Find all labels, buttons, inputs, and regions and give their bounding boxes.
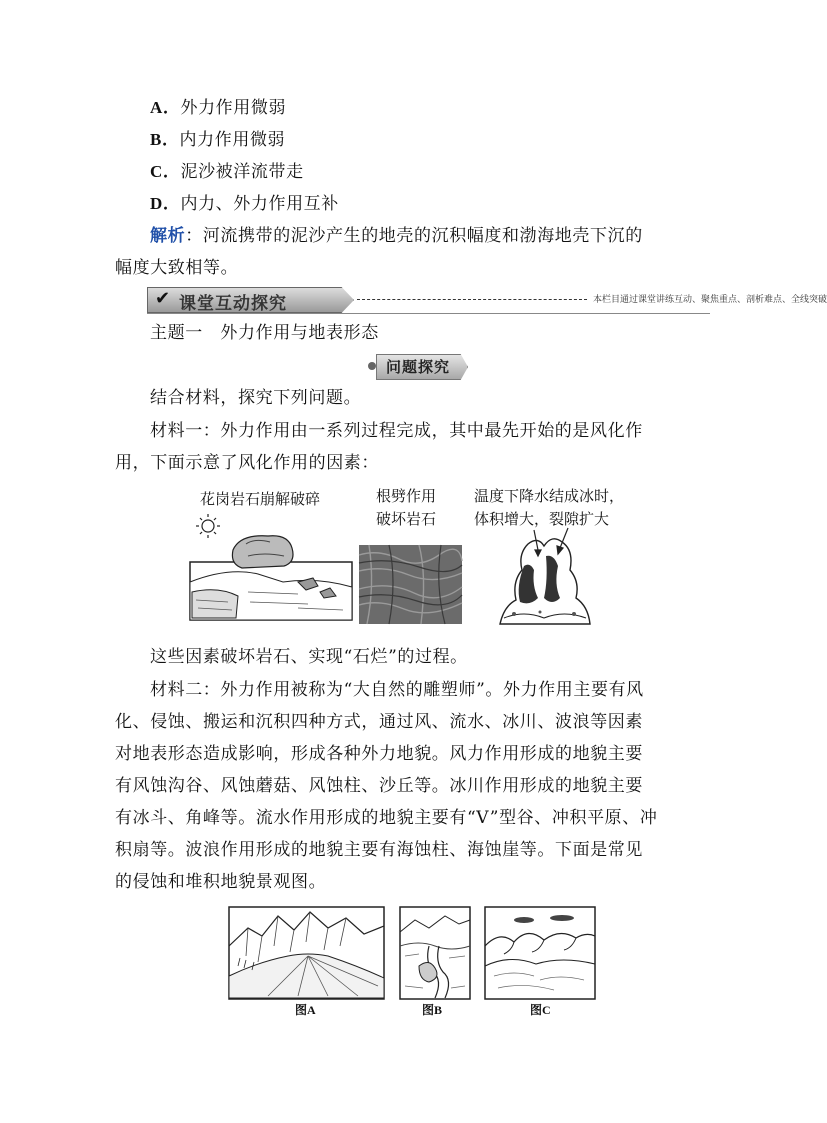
option-b [150,129,285,151]
tag-dot-icon [368,362,376,370]
material2-line-3: 对地表形态造成影响，形成各种外力地貌。风力作用形成的地貌主要 [115,744,643,764]
banner-rule [147,313,710,314]
analysis-text-1: 河流携带的泥沙产生的地壳的沉积幅度和渤海地壳下沉的 [202,226,643,246]
figure-c-label: 图C [530,1003,551,1017]
figure-a-alluvial-fan [228,906,385,1000]
caption-roots-1: 根劈作用 [376,487,437,505]
option-letter: D． [150,194,181,213]
banner-dashed-line [357,299,587,300]
option-text: 泥沙被洋流带走 [180,162,304,182]
option-text: 内力作用微弱 [179,130,286,150]
after-figure-text: 这些因素破坏岩石、实现“石烂”的过程。 [150,647,468,667]
material1-line-1: 材料一：外力作用由一系列过程完成，其中最先开始的是风化作 [150,421,643,441]
option-letter: B． [150,130,180,149]
option-text: 内力、外力作用互补 [180,194,339,214]
material2-line-5: 有冰斗、角峰等。流水作用形成的地貌主要有“V”型谷、冲积平原、冲 [115,808,658,828]
material2-line-7: 的侵蚀和堆积地貌景观图。 [115,872,327,892]
option-letter: A． [150,98,181,117]
caption-ice-1: 温度下降水结成冰时， [474,487,625,505]
problem-tag [368,354,466,378]
banner-title: 课堂互动探究 [179,294,287,314]
analysis-label: 解析 [150,226,186,246]
material1-line-2: 用，下面示意了风化作用的因素： [115,453,379,473]
section-banner [147,285,827,315]
check-icon: ✔ [155,288,171,309]
material2-line-2: 化、侵蚀、搬运和沉积四种方式，通过风、流水、冰川、波浪等因素 [115,712,643,732]
caption-ice-2: 体积增大，裂隙扩大 [474,510,610,528]
analysis-line-2: 幅度大致相等。 [115,258,239,278]
figure-c-sand-dunes [484,906,596,1000]
intro-text: 结合材料，探究下列问题。 [150,388,362,408]
caption-granite: 花岗岩石崩解破碎 [200,490,321,508]
root-wedging-illustration [359,545,462,624]
figure-b-label: 图B [422,1003,443,1017]
material2-line-4: 有风蚀沟谷、风蚀蘑菇、风蚀柱、沙丘等。冰川作用形成的地貌主要 [115,776,643,796]
caption-roots-2: 破坏岩石 [376,510,437,528]
frost-wedging-illustration [494,526,596,626]
analysis-line-1 [150,225,643,247]
figure-b-river-valley [399,906,471,1000]
material2-line-6: 积扇等。波浪作用形成的地貌主要有海蚀柱、海蚀崖等。下面是常见 [115,840,643,860]
option-letter: C． [150,162,181,181]
banner-note: 本栏目通过课堂讲练互动、聚焦重点、剖析难点、全线突破 [593,295,827,305]
analysis-colon: ： [185,226,203,246]
option-text: 外力作用微弱 [180,98,287,118]
figure-a-label: 图A [295,1003,316,1017]
option-a [150,97,286,119]
option-c [150,161,304,183]
option-d [150,193,339,215]
topic-heading: 主题一 外力作用与地表形态 [150,323,379,343]
tag-label: 问题探究 [386,358,451,376]
granite-weathering-illustration [188,512,356,624]
material2-line-1: 材料二：外力作用被称为“大自然的雕塑师”。外力作用主要有风 [150,680,644,700]
